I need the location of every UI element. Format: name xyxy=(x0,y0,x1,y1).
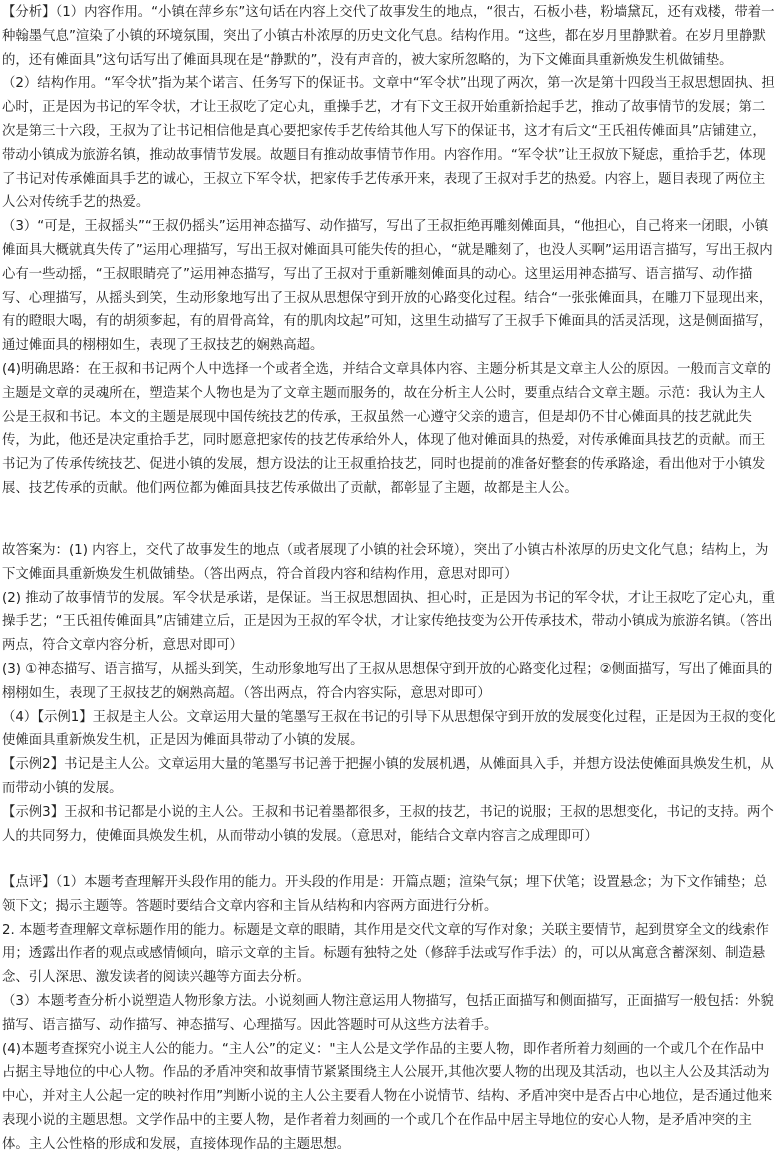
comment-paragraph-2: 2. 本题考查理解文章标题作用的能力。标题是文章的眼睛，其作用是交代文章的写作对象；关联主要情节，起到贯穿全文的线索作用；透露出作者的观点或感情倾向，暗示文章的主旨。标题有独特之处（修辞手法或写作手法）的，可以从寓意含蓄深刻、制造悬念、引人深思、激发读者的阅读兴趣等方面去分析。 xyxy=(2,922,769,986)
comment-paragraph-4: (4)本题考查探究小说主人公的能力。“主人公”的定义："主人公是文学作品的主要人物，即作者所着力刻画的一个或几个在作品中占据主导地位的中心人物。作品的矛盾冲突和故事情节紧紧围绕主人公展开,其他次要人物的出现及其活动，也以主人公及其活动为中心，并对主人公起一定的映衬作用”判断小说的主人公主要看人物在小说情节、结构、矛盾冲突中是否占中心地位，是否通过他来表现小说的主题思想。文学作品中的主要人物，是作者着力刻画的一个或几个在作品中居主导地位的安心人物，是矛盾冲突的主体。主人公性格的形成和发展，直接体现作品的主题思想。 xyxy=(2,1041,773,1152)
answer-paragraph-6: 【示例3】王叔和书记都是小说的主人公。王叔和书记着墨都很多，王叔的技艺，书记的说服；王叔的思想变化，书记的支持。两个人的共同努力，使傩面具焕发生机，从而带动小镇的发展。（意思对，能结合文章内容言之成理即可） xyxy=(2,804,774,844)
comment-paragraph-1: 【点评】（1）本题考查理解开头段作用的能力。开头段的作用是：开篇点题；渲染气氛；埋下伏笔；设置悬念；为下文作铺垫；总领下文；揭示主题等。答题时要结合文章内容和主旨从结构和内容两方面进行分析。 xyxy=(2,875,768,914)
analysis-section xyxy=(0,1,778,501)
analysis-paragraph-1: 【分析】（1）内容作用。“小镇在萍乡东”这句话在内容上交代了故事发生的地点，“很古，石板小巷，粉墙黛瓦，还有戏楼，带着一种翰墨气息”渲染了小镇的环境氛围，突出了小镇古朴浓厚的历史文化气息。结构作用。“这些，都在岁月里静默着。在岁月里静默的，还有傩面具”这句话写出了傩面具现在是“静默的”，没有声音的，被大家所忽略的，为下文傩面具重新焕发生机做铺垫。 xyxy=(2,5,775,68)
answer-paragraph-5: 【示例2】书记是主人公。文章运用大量的笔墨写书记善于把握小镇的发展机遇，从傩面具入手，并想方设法使傩面具焕发生机，从而带动小镇的发展。 xyxy=(2,757,774,796)
answer-paragraph-4: （4）【示例1】王叔是主人公。文章运用大量的笔墨写王叔在书记的引导下从思想保守到开放的发展变化过程，正是因为王叔的变化使傩面具重新焕发生机，正是因为傩面具带动了小镇的发展。 xyxy=(2,709,776,749)
comment-section xyxy=(0,871,778,1156)
analysis-paragraph-2: （2）结构作用。“军令状”指为某个诺言、任务写下的保证书。文章中“军令状”出现了两次，第一次是第十四段当王叔思想固执、担心时，正是因为书记的军令状，才让王叔吃了定心丸，重操手艺，才有下文王叔开始重新拾起手艺，推动了故事情节的发展；第二次是第三十六段，王叔为了让书记相信他是真心要把家传手艺传给其他人写下的保证书，这才有后文“王氏祖传傩面具”店铺建立，带动小镇成为旅游名镇，推动故事情节发展。故题目有推动故事情节作用。内容作用。“军令状”让王叔放下疑虑，重拾手艺，体现了书记对传承傩面具手艺的诚心，王叔立下军令状，把家传手艺传承开来，表现了王叔对手艺的热爱。内容上，题目表现了两位主人公对传统手艺的热爱。 xyxy=(2,76,775,211)
answer-paragraph-2: (2) 推动了故事情节的发展。军令状是承诺，是保证。当王叔思想固执、担心时，正是因为书记的军令状，才让王叔吃了定心丸，重操手艺；“王氏祖传傩面具”店铺建立后，正是因为王叔的军令状，才让家传绝技变为公开传承技术，带动小镇成为旅游名镇。（答出两点，符合文章内容分析，意思对即可） xyxy=(2,590,776,654)
comment-paragraph-3: （3）本题考查分析小说塑造人物形象方法。小说刻画人物注意运用人物描写，包括正面描写和侧面描写，正面描写一般包括：外貌描写、语言描写、动作描写、神态描写、心理描写。因此答题时可从这些方法着手。 xyxy=(2,993,774,1033)
analysis-paragraph-4: (4)明确思路：在王叔和书记两个人中选择一个或者全选，并结合文章具体内容、主题分析其是文章主人公的原因。一般而言文章的主题是文章的灵魂所在，塑造某个人物也是为了文章主题而服务的，故在分析主人公时，要重点结合文章主题。示范：我认为主人公是王叔和书记。本文的主题是展现中国传统技艺的传承，王叔虽然一心遵守父亲的遗言，但是却仍不甘心傩面具的技艺就此失传，为此，他还是决定重拾手艺，同时愿意把家传的技艺传承给外人，体现了他对傩面具的热爱，对传承傩面具技艺的贡献。而王书记为了传承传统技艺、促进小镇的发展，想方设法的让王叔重拾技艺，同时也提前的准备好整套的传承路途，看出他对于小镇发展、技艺传承的贡献。他们两位都为傩面具技艺传承做出了贡献，都彰显了主题，故都是主人公。 xyxy=(2,361,771,496)
answer-section xyxy=(0,539,778,848)
answer-paragraph-3: (3) ①神态描写、语言描写，从摇头到笑，生动形象地写出了王叔从思想保守到开放的心路变化过程；②侧面描写，写出了傩面具的栩栩如生，表现了王叔技艺的娴熟高超。（答出两点，符合内容实际，意思对即可） xyxy=(2,661,773,701)
answer-paragraph-1: 故答案为：(1) 内容上，交代了故事发生的地点（或者展现了小镇的社会环境），突出了小镇古朴浓厚的历史文化气息；结构上，为下文傩面具重新焕发生机做铺垫。（答出两点，符合首段内容和结构作用，意思对即可） xyxy=(2,543,769,582)
analysis-paragraph-3: （3）“可是，王叔摇头”“王叔仍摇头”运用神态描写、动作描写，写出了王叔拒绝再雕刻傩面具，“他担心，自己将来一闭眼，小镇傩面具大概就真失传了”运用心理描写，写出王叔对傩面具可能失传的担心，“就是雕刻了，也没人买啊”运用语言描写，写出王叔内心有一些动摇，“王叔眼睛亮了”运用神态描写，写出了王叔对于重新雕刻傩面具的动心。这里运用神态描写、语言描写、动作描写、心理描写，从摇头到笑，生动形象地写出了王叔从思想保守到开放的心路变化过程。结合“一张张傩面具，在雕刀下显现出来，有的瞪眼大喝，有的胡须奓起，有的眉骨高耸，有的肌肉坟起”可知，这里生动描写了王叔手下傩面具的活灵活现，这是侧面描写，通过傩面具的栩栩如生，表现了王叔技艺的娴熟高超。 xyxy=(2,219,773,354)
